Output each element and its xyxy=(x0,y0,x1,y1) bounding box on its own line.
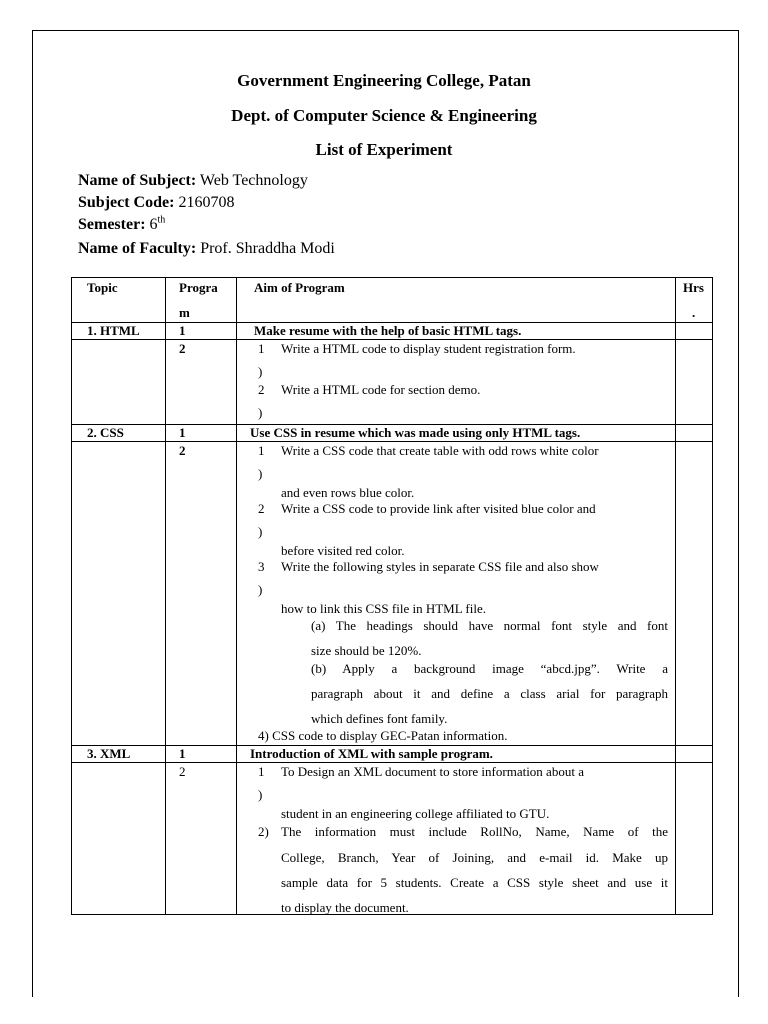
item-number: 2) xyxy=(258,824,269,839)
program-number: 2 xyxy=(179,764,186,779)
sub-item-a-text: (a) The headings should have normal font style and font xyxy=(311,618,668,633)
program-number: 1 xyxy=(179,425,186,440)
sub-item-b-text: which defines font family. xyxy=(311,711,448,726)
item-number: 3 xyxy=(258,559,265,574)
col-line-hrs xyxy=(675,277,676,914)
item-paren: ) xyxy=(258,466,263,481)
topic-html: 1. HTML xyxy=(87,323,140,338)
code-value: 2160708 xyxy=(174,194,235,211)
code-label: Subject Code: xyxy=(78,194,175,211)
row-line xyxy=(71,441,713,442)
sub-item-b-text: (b) Apply a background image “abcd.jpg”. Write a xyxy=(311,661,668,676)
program-number: 1 xyxy=(179,323,186,338)
aim-text: Write a CSS code that create table with odd rows white color xyxy=(281,443,599,458)
row-line xyxy=(71,762,713,763)
aim-text: Write a HTML code to display student registration form. xyxy=(281,341,576,356)
aim-text: To Design an XML document to store information about a xyxy=(281,764,584,779)
subject-line xyxy=(78,172,308,190)
item-paren: ) xyxy=(258,582,263,597)
table-border-right xyxy=(712,277,713,914)
semester-sup: th xyxy=(157,214,166,226)
header-hrs-b: . xyxy=(692,305,696,320)
item-number: 2 xyxy=(258,501,265,516)
item-paren: ) xyxy=(258,405,263,420)
header-topic: Topic xyxy=(87,280,118,295)
college-title: Government Engineering College, Patan xyxy=(237,71,531,90)
aim-text: and even rows blue color. xyxy=(281,485,415,500)
semester-label: Semester: xyxy=(78,216,146,233)
item-number: 2 xyxy=(258,382,265,397)
code-line xyxy=(78,194,234,212)
header-aim: Aim of Program xyxy=(254,280,345,295)
faculty-label: Name of Faculty: xyxy=(78,240,197,257)
row-line xyxy=(71,339,713,340)
item-paren: ) xyxy=(258,787,263,802)
aim-text: Write a HTML code for section demo. xyxy=(281,382,481,397)
list-title: List of Experiment xyxy=(315,140,453,159)
aim-text: Write a CSS code to provide link after visited blue color and xyxy=(281,501,596,516)
aim-text: sample data for 5 students. Create a CSS style sheet and use it xyxy=(281,875,668,890)
semester-line xyxy=(78,216,165,234)
aim-text: Introduction of XML with sample program. xyxy=(250,746,493,761)
semester-value: 6 xyxy=(145,216,158,233)
header-program-a: Progra xyxy=(179,280,218,295)
aim-text: how to link this CSS file in HTML file. xyxy=(281,601,486,616)
item-number: 1 xyxy=(258,443,265,458)
header-program-b: m xyxy=(179,305,190,320)
aim-text: Make resume with the help of basic HTML tags. xyxy=(254,323,522,338)
item-number: 1 xyxy=(258,341,265,356)
aim-text: Write the following styles in separate CSS file and also show xyxy=(281,559,599,574)
program-number: 2 xyxy=(179,443,186,458)
program-number: 2 xyxy=(179,341,186,356)
aim-text: The information must include RollNo, Name, Name of the xyxy=(281,824,668,839)
aim-text: College, Branch, Year of Joining, and e-mail id. Make up xyxy=(281,850,668,865)
item-paren: ) xyxy=(258,364,263,379)
aim-text: 4) CSS code to display GEC-Patan information. xyxy=(258,728,508,743)
topic-xml: 3. XML xyxy=(87,746,131,761)
row-line xyxy=(71,277,713,278)
aim-text: Use CSS in resume which was made using only HTML tags. xyxy=(250,425,581,440)
dept-title: Dept. of Computer Science & Engineering xyxy=(231,106,537,125)
col-line-aim xyxy=(236,277,237,914)
program-number: 1 xyxy=(179,746,186,761)
topic-css: 2. CSS xyxy=(87,425,124,440)
header-hrs-a: Hrs xyxy=(683,280,704,295)
sub-item-b-text: paragraph about it and define a class arial for paragraph xyxy=(311,686,668,701)
aim-text: to display the document. xyxy=(281,900,409,915)
col-line-program xyxy=(165,277,166,914)
sub-item-a-text: size should be 120%. xyxy=(311,643,422,658)
aim-text: student in an engineering college affiliated to GTU. xyxy=(281,806,550,821)
subject-value: Web Technology xyxy=(196,172,308,189)
faculty-line xyxy=(78,240,335,258)
faculty-value: Prof. Shraddha Modi xyxy=(196,240,335,257)
item-number: 1 xyxy=(258,764,265,779)
subject-label: Name of Subject: xyxy=(78,172,197,189)
table-border-left xyxy=(71,277,72,914)
item-paren: ) xyxy=(258,524,263,539)
aim-text: before visited red color. xyxy=(281,543,405,558)
